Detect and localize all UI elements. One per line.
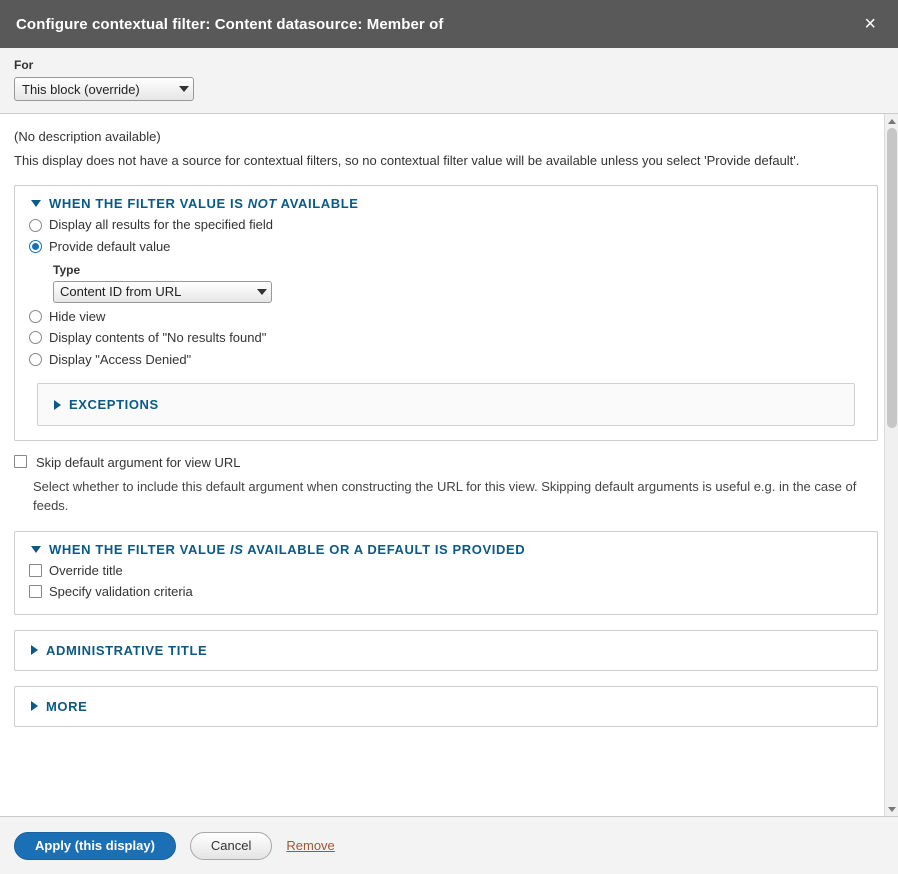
option-provide-default-value[interactable] — [29, 239, 863, 255]
for-label: For — [14, 58, 34, 72]
skip-default-argument-label: Skip default argument for view URL — [36, 455, 241, 471]
default-type-select[interactable] — [53, 281, 272, 303]
dialog-titlebar — [0, 0, 898, 48]
display-scope-value: This block (override) — [22, 81, 140, 97]
checkbox-skip-default-argument[interactable] — [14, 455, 27, 468]
option-label: Display "Access Denied" — [49, 351, 192, 367]
default-type-value: Content ID from URL — [60, 284, 182, 300]
for-section — [0, 48, 898, 114]
skip-default-argument-description: Select whether to include this default argument when constructing the URL for this view. Skipping default arguments is useful e.g. in the case of feeds. — [33, 478, 857, 513]
more-section[interactable] — [14, 686, 878, 727]
option-override-title[interactable] — [29, 563, 863, 579]
option-specify-validation-criteria[interactable] — [29, 584, 863, 600]
apply-button[interactable]: Apply (this display) — [14, 832, 176, 860]
option-label: Specify validation criteria — [49, 584, 193, 600]
skip-default-argument-section — [14, 455, 878, 515]
type-label: Type — [53, 262, 81, 277]
radio-display-access-denied[interactable] — [29, 353, 42, 366]
radio-display-no-results[interactable] — [29, 331, 42, 344]
dialog-title: Configure contextual filter: Content datasource: Member of — [16, 15, 444, 33]
exceptions-label: EXCEPTIONS — [69, 397, 159, 413]
triangle-right-icon — [31, 645, 38, 655]
triangle-down-icon — [31, 200, 41, 207]
administrative-title-toggle[interactable] — [29, 643, 863, 658]
default-value-type-block — [53, 263, 863, 303]
scroll-down-arrow-icon[interactable] — [885, 802, 898, 816]
more-toggle[interactable] — [29, 699, 863, 714]
radio-hide-view[interactable] — [29, 310, 42, 323]
administrative-title-section[interactable] — [14, 630, 878, 671]
exceptions-panel — [37, 383, 855, 426]
remove-link[interactable]: Remove — [286, 838, 335, 853]
not-available-group-legend: WHEN THE FILTER VALUE IS NOT AVAILABLE — [49, 196, 359, 212]
checkbox-specify-validation-criteria[interactable] — [29, 585, 42, 598]
close-icon[interactable]: × — [858, 12, 882, 36]
available-group-toggle[interactable] — [29, 542, 863, 557]
option-display-access-denied[interactable] — [29, 352, 863, 368]
cancel-button[interactable]: Cancel — [190, 832, 272, 860]
no-description-text: (No description available) — [14, 129, 161, 144]
option-label: Provide default value — [49, 238, 171, 254]
dialog-footer — [0, 816, 898, 874]
contextual-filter-note: This display does not have a source for contextual filters, so no contextual filter value will be available unless you select 'Provide default'. — [14, 152, 800, 168]
option-label: Display contents of "No results found" — [49, 330, 267, 346]
exceptions-toggle[interactable] — [52, 397, 840, 412]
option-hide-view[interactable] — [29, 309, 863, 325]
triangle-right-icon — [54, 400, 61, 410]
option-display-no-results[interactable] — [29, 330, 863, 346]
vertical-scrollbar[interactable] — [884, 114, 898, 816]
skip-default-argument-row[interactable] — [14, 455, 878, 471]
more-label: MORE — [46, 698, 88, 714]
display-scope-select[interactable] — [14, 77, 194, 101]
triangle-down-icon — [31, 546, 41, 553]
radio-provide-default-value[interactable] — [29, 240, 42, 253]
scroll-up-arrow-icon[interactable] — [885, 114, 898, 128]
scrollbar-thumb[interactable] — [887, 128, 897, 428]
option-display-all-results[interactable] — [29, 217, 863, 233]
filter-value-not-available-group — [14, 185, 878, 441]
option-label: Hide view — [49, 308, 106, 324]
chevron-down-icon — [257, 289, 267, 295]
not-available-group-toggle[interactable] — [29, 196, 863, 211]
option-label: Override title — [49, 562, 123, 578]
triangle-right-icon — [31, 701, 38, 711]
filter-value-available-group — [14, 531, 878, 615]
dialog-body — [0, 114, 898, 816]
checkbox-override-title[interactable] — [29, 564, 42, 577]
radio-display-all-results[interactable] — [29, 219, 42, 232]
chevron-down-icon — [179, 86, 189, 92]
option-label: Display all results for the specified field — [49, 217, 273, 233]
administrative-title-label: ADMINISTRATIVE TITLE — [46, 642, 208, 658]
available-group-legend: WHEN THE FILTER VALUE IS AVAILABLE OR A DEFAULT IS PROVIDED — [49, 541, 526, 557]
